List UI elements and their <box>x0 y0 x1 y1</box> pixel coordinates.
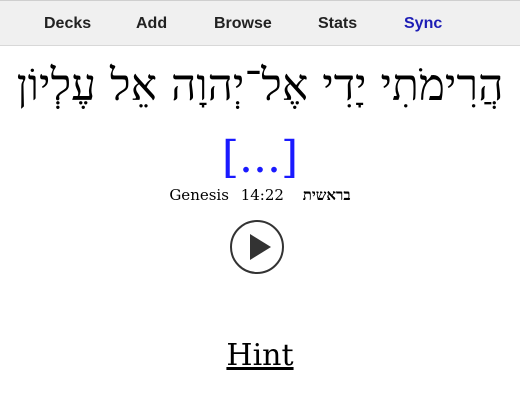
cloze-placeholder: [...] <box>221 132 299 183</box>
nav-sync-link[interactable]: Sync <box>404 15 443 32</box>
hint-link[interactable]: Hint <box>226 338 294 373</box>
nav-browse-link[interactable]: Browse <box>214 15 272 32</box>
top-toolbar <box>0 0 520 46</box>
nav-stats-link[interactable]: Stats <box>318 15 358 32</box>
play-icon <box>229 219 285 275</box>
reference-book: Genesis <box>169 186 229 204</box>
verse-reference <box>0 186 520 205</box>
reference-chapter-verse: 14:22 <box>240 186 284 204</box>
reference-hebrew-book: בראשית <box>302 186 351 204</box>
play-audio-button[interactable] <box>229 219 285 275</box>
hint-area <box>0 338 520 373</box>
nav-decks-link[interactable]: Decks <box>44 15 92 32</box>
nav-add-link[interactable]: Add <box>136 15 168 32</box>
verse-text: הֲרִימֹתִי יָדִי אֶל־יְהוָה אֵל עֶלְיוֹן <box>16 60 504 111</box>
